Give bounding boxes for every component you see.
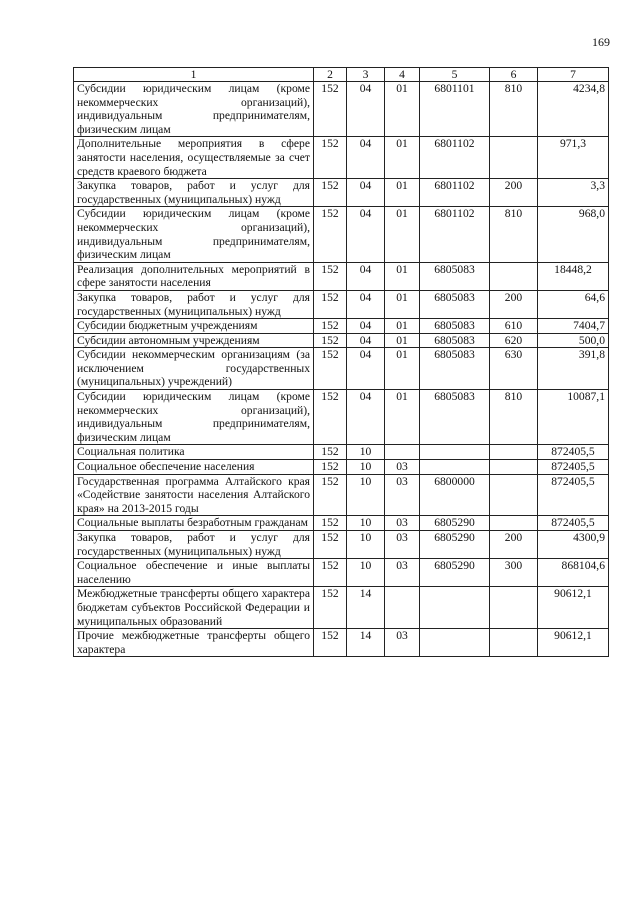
cell-sum: 10087,1 bbox=[538, 390, 609, 445]
cell-vr bbox=[490, 445, 538, 460]
cell-ved: 152 bbox=[314, 629, 347, 657]
cell-csr: 6801102 bbox=[420, 207, 490, 262]
budget-table bbox=[73, 67, 609, 657]
cell-name: Социальное обеспечение и иные выплаты населению bbox=[74, 559, 314, 587]
cell-pr: 01 bbox=[385, 262, 420, 290]
cell-pr: 01 bbox=[385, 390, 420, 445]
cell-vr: 620 bbox=[490, 333, 538, 348]
cell-csr: 6801101 bbox=[420, 82, 490, 137]
cell-csr bbox=[420, 629, 490, 657]
table-row bbox=[74, 587, 609, 629]
table-row bbox=[74, 137, 609, 179]
cell-ved: 152 bbox=[314, 348, 347, 390]
cell-vr: 610 bbox=[490, 319, 538, 334]
cell-rz: 10 bbox=[347, 445, 385, 460]
table-row bbox=[74, 629, 609, 657]
table-header bbox=[74, 68, 609, 82]
cell-pr: 03 bbox=[385, 531, 420, 559]
cell-sum: 872405,5 bbox=[538, 474, 609, 516]
cell-vr: 200 bbox=[490, 290, 538, 318]
cell-sum: 868104,6 bbox=[538, 559, 609, 587]
table-row bbox=[74, 82, 609, 137]
cell-ved: 152 bbox=[314, 587, 347, 629]
cell-sum: 4300,9 bbox=[538, 531, 609, 559]
page-number: 169 bbox=[592, 35, 610, 49]
cell-pr: 01 bbox=[385, 319, 420, 334]
cell-name: Субсидии юридическим лицам (кроме некоммерческих организаций), индивидуальным предпринимателям, физическим лицам bbox=[74, 82, 314, 137]
cell-name: Субсидии юридическим лицам (кроме некоммерческих организаций), индивидуальным предпринимателям, физическим лицам bbox=[74, 390, 314, 445]
cell-csr: 6805290 bbox=[420, 516, 490, 531]
table-row bbox=[74, 348, 609, 390]
cell-name: Закупка товаров, работ и услуг для государственных (муниципальных) нужд bbox=[74, 290, 314, 318]
cell-sum: 64,6 bbox=[538, 290, 609, 318]
cell-name: Государственная программа Алтайского края «Содействие занятости населения Алтайского края» на 2013-2015 годы bbox=[74, 474, 314, 516]
cell-csr: 6800000 bbox=[420, 474, 490, 516]
header-col-3: 3 bbox=[347, 68, 385, 82]
cell-csr: 6805083 bbox=[420, 390, 490, 445]
table-row bbox=[74, 262, 609, 290]
cell-rz: 14 bbox=[347, 587, 385, 629]
cell-rz: 04 bbox=[347, 137, 385, 179]
cell-rz: 04 bbox=[347, 290, 385, 318]
cell-name: Закупка товаров, работ и услуг для государственных (муниципальных) нужд bbox=[74, 531, 314, 559]
cell-rz: 10 bbox=[347, 474, 385, 516]
cell-name: Субсидии бюджетным учреждениям bbox=[74, 319, 314, 334]
cell-pr: 01 bbox=[385, 137, 420, 179]
cell-pr: 03 bbox=[385, 629, 420, 657]
cell-sum: 500,0 bbox=[538, 333, 609, 348]
cell-sum: 4234,8 bbox=[538, 82, 609, 137]
header-col-4: 4 bbox=[385, 68, 420, 82]
cell-ved: 152 bbox=[314, 82, 347, 137]
cell-ved: 152 bbox=[314, 531, 347, 559]
cell-vr bbox=[490, 474, 538, 516]
cell-pr: 01 bbox=[385, 179, 420, 207]
cell-name: Субсидии юридическим лицам (кроме некоммерческих организаций), индивидуальным предпринимателям, физическим лицам bbox=[74, 207, 314, 262]
cell-ved: 152 bbox=[314, 474, 347, 516]
cell-pr: 01 bbox=[385, 82, 420, 137]
table-row bbox=[74, 207, 609, 262]
cell-sum: 18448,2 bbox=[538, 262, 609, 290]
cell-ved: 152 bbox=[314, 179, 347, 207]
cell-pr bbox=[385, 587, 420, 629]
cell-sum: 7404,7 bbox=[538, 319, 609, 334]
cell-vr: 200 bbox=[490, 179, 538, 207]
cell-csr: 6805290 bbox=[420, 531, 490, 559]
cell-vr bbox=[490, 137, 538, 179]
cell-sum: 872405,5 bbox=[538, 460, 609, 475]
cell-name: Субсидии некоммерческим организациям (за исключением государственных (муниципальных) учреждений) bbox=[74, 348, 314, 390]
cell-name: Социальная политика bbox=[74, 445, 314, 460]
cell-rz: 10 bbox=[347, 460, 385, 475]
table-row bbox=[74, 179, 609, 207]
cell-name: Социальные выплаты безработным гражданам bbox=[74, 516, 314, 531]
table-row bbox=[74, 319, 609, 334]
cell-ved: 152 bbox=[314, 445, 347, 460]
cell-sum: 90612,1 bbox=[538, 629, 609, 657]
cell-pr: 03 bbox=[385, 474, 420, 516]
cell-ved: 152 bbox=[314, 516, 347, 531]
table-row bbox=[74, 390, 609, 445]
cell-rz: 04 bbox=[347, 348, 385, 390]
cell-vr bbox=[490, 262, 538, 290]
cell-rz: 04 bbox=[347, 390, 385, 445]
cell-pr: 03 bbox=[385, 559, 420, 587]
cell-rz: 14 bbox=[347, 629, 385, 657]
cell-ved: 152 bbox=[314, 319, 347, 334]
cell-csr: 6805083 bbox=[420, 290, 490, 318]
cell-sum: 3,3 bbox=[538, 179, 609, 207]
cell-rz: 04 bbox=[347, 207, 385, 262]
cell-pr: 01 bbox=[385, 290, 420, 318]
cell-sum: 90612,1 bbox=[538, 587, 609, 629]
cell-pr: 03 bbox=[385, 516, 420, 531]
cell-vr bbox=[490, 460, 538, 475]
table-row bbox=[74, 559, 609, 587]
cell-csr: 6801102 bbox=[420, 179, 490, 207]
cell-ved: 152 bbox=[314, 390, 347, 445]
cell-sum: 872405,5 bbox=[538, 445, 609, 460]
cell-pr bbox=[385, 445, 420, 460]
cell-ved: 152 bbox=[314, 333, 347, 348]
cell-ved: 152 bbox=[314, 262, 347, 290]
cell-rz: 04 bbox=[347, 333, 385, 348]
cell-rz: 04 bbox=[347, 262, 385, 290]
cell-rz: 04 bbox=[347, 319, 385, 334]
cell-pr: 01 bbox=[385, 348, 420, 390]
cell-csr: 6805290 bbox=[420, 559, 490, 587]
cell-sum: 391,8 bbox=[538, 348, 609, 390]
cell-rz: 10 bbox=[347, 531, 385, 559]
cell-name: Социальное обеспечение населения bbox=[74, 460, 314, 475]
header-col-7: 7 bbox=[538, 68, 609, 82]
cell-rz: 10 bbox=[347, 516, 385, 531]
cell-rz: 04 bbox=[347, 179, 385, 207]
cell-vr: 200 bbox=[490, 531, 538, 559]
table-row bbox=[74, 445, 609, 460]
cell-vr: 810 bbox=[490, 82, 538, 137]
cell-pr: 01 bbox=[385, 333, 420, 348]
table-row bbox=[74, 460, 609, 475]
cell-sum: 872405,5 bbox=[538, 516, 609, 531]
cell-csr: 6805083 bbox=[420, 262, 490, 290]
table-row bbox=[74, 474, 609, 516]
cell-name: Прочие межбюджетные трансферты общего характера bbox=[74, 629, 314, 657]
cell-vr bbox=[490, 516, 538, 531]
cell-name: Субсидии автономным учреждениям bbox=[74, 333, 314, 348]
cell-ved: 152 bbox=[314, 207, 347, 262]
cell-csr: 6805083 bbox=[420, 333, 490, 348]
table-body bbox=[74, 82, 609, 657]
cell-vr: 810 bbox=[490, 207, 538, 262]
cell-csr: 6805083 bbox=[420, 319, 490, 334]
table-row bbox=[74, 333, 609, 348]
cell-vr bbox=[490, 629, 538, 657]
cell-vr: 300 bbox=[490, 559, 538, 587]
header-col-6: 6 bbox=[490, 68, 538, 82]
header-col-5: 5 bbox=[420, 68, 490, 82]
table-row bbox=[74, 290, 609, 318]
cell-csr: 6805083 bbox=[420, 348, 490, 390]
header-col-1: 1 bbox=[74, 68, 314, 82]
cell-sum: 971,3 bbox=[538, 137, 609, 179]
cell-ved: 152 bbox=[314, 559, 347, 587]
cell-name: Межбюджетные трансферты общего характера бюджетам субъектов Российской Федерации и муниципальных образований bbox=[74, 587, 314, 629]
cell-csr bbox=[420, 445, 490, 460]
cell-ved: 152 bbox=[314, 137, 347, 179]
cell-rz: 10 bbox=[347, 559, 385, 587]
cell-ved: 152 bbox=[314, 290, 347, 318]
cell-pr: 03 bbox=[385, 460, 420, 475]
table-row bbox=[74, 531, 609, 559]
cell-pr: 01 bbox=[385, 207, 420, 262]
cell-csr bbox=[420, 587, 490, 629]
cell-csr bbox=[420, 460, 490, 475]
header-row bbox=[74, 68, 609, 82]
header-col-2: 2 bbox=[314, 68, 347, 82]
cell-vr: 810 bbox=[490, 390, 538, 445]
cell-ved: 152 bbox=[314, 460, 347, 475]
cell-vr bbox=[490, 587, 538, 629]
cell-name: Закупка товаров, работ и услуг для государственных (муниципальных) нужд bbox=[74, 179, 314, 207]
cell-rz: 04 bbox=[347, 82, 385, 137]
cell-sum: 968,0 bbox=[538, 207, 609, 262]
cell-name: Реализация дополнительных мероприятий в сфере занятости населения bbox=[74, 262, 314, 290]
cell-vr: 630 bbox=[490, 348, 538, 390]
cell-csr: 6801102 bbox=[420, 137, 490, 179]
cell-name: Дополнительные мероприятия в сфере занятости населения, осуществляемые за счет средств краевого бюджета bbox=[74, 137, 314, 179]
table-row bbox=[74, 516, 609, 531]
